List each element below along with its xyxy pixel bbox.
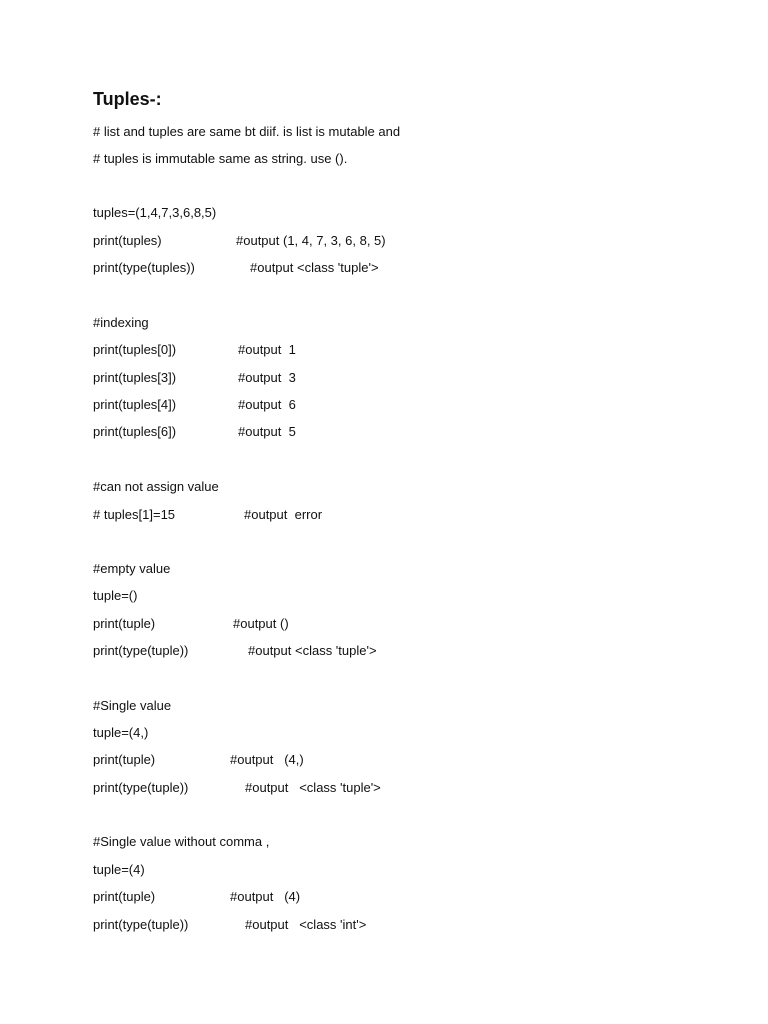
intro-line-1: # list and tuples are same bt diif. is list is mutable and bbox=[93, 124, 401, 139]
output-assign: #output error bbox=[244, 507, 323, 522]
page-title: Tuples-: bbox=[93, 89, 162, 109]
code-single-print: print(tuple) bbox=[93, 752, 156, 767]
output-index-3: #output 3 bbox=[238, 370, 296, 385]
code-index-4: print(tuples[4]) bbox=[93, 397, 177, 412]
code-empty-def: tuple=() bbox=[93, 588, 138, 603]
output-print-tuples: #output (1, 4, 7, 3, 6, 8, 5) bbox=[236, 233, 386, 248]
output-empty-print: #output () bbox=[233, 616, 289, 631]
output-print-type-tuples: #output <class 'tuple'> bbox=[250, 260, 379, 275]
comment-empty: #empty value bbox=[93, 561, 171, 576]
code-assign: # tuples[1]=15 bbox=[93, 507, 176, 522]
output-single-print: #output (4,) bbox=[230, 752, 304, 767]
output-index-0: #output 1 bbox=[238, 342, 296, 357]
comment-assign: #can not assign value bbox=[93, 479, 219, 494]
comment-single: #Single value bbox=[93, 698, 172, 713]
code-empty-type: print(type(tuple)) bbox=[93, 643, 189, 658]
intro-line-2: # tuples is immutable same as string. use (). bbox=[93, 151, 348, 166]
code-print-type-tuples: print(type(tuples)) bbox=[93, 260, 195, 275]
code-empty-print: print(tuple) bbox=[93, 616, 156, 631]
comment-nocomma: #Single value without comma , bbox=[93, 834, 270, 849]
code-nocomma-type: print(type(tuple)) bbox=[93, 917, 189, 932]
output-index-4: #output 6 bbox=[238, 397, 296, 412]
code-single-type: print(type(tuple)) bbox=[93, 780, 189, 795]
code-nocomma-def: tuple=(4) bbox=[93, 862, 145, 877]
code-single-def: tuple=(4,) bbox=[93, 725, 149, 740]
comment-indexing: #indexing bbox=[93, 315, 149, 330]
code-index-0: print(tuples[0]) bbox=[93, 342, 177, 357]
code-index-6: print(tuples[6]) bbox=[93, 424, 177, 439]
code-nocomma-print: print(tuple) bbox=[93, 889, 156, 904]
code-tuples-def: tuples=(1,4,7,3,6,8,5) bbox=[93, 205, 217, 220]
code-index-3: print(tuples[3]) bbox=[93, 370, 177, 385]
output-nocomma-type: #output <class 'int'> bbox=[245, 917, 367, 932]
code-print-tuples: print(tuples) bbox=[93, 233, 162, 248]
output-single-type: #output <class 'tuple'> bbox=[245, 780, 381, 795]
output-empty-type: #output <class 'tuple'> bbox=[248, 643, 377, 658]
output-nocomma-print: #output (4) bbox=[230, 889, 301, 904]
output-index-6: #output 5 bbox=[238, 424, 296, 439]
